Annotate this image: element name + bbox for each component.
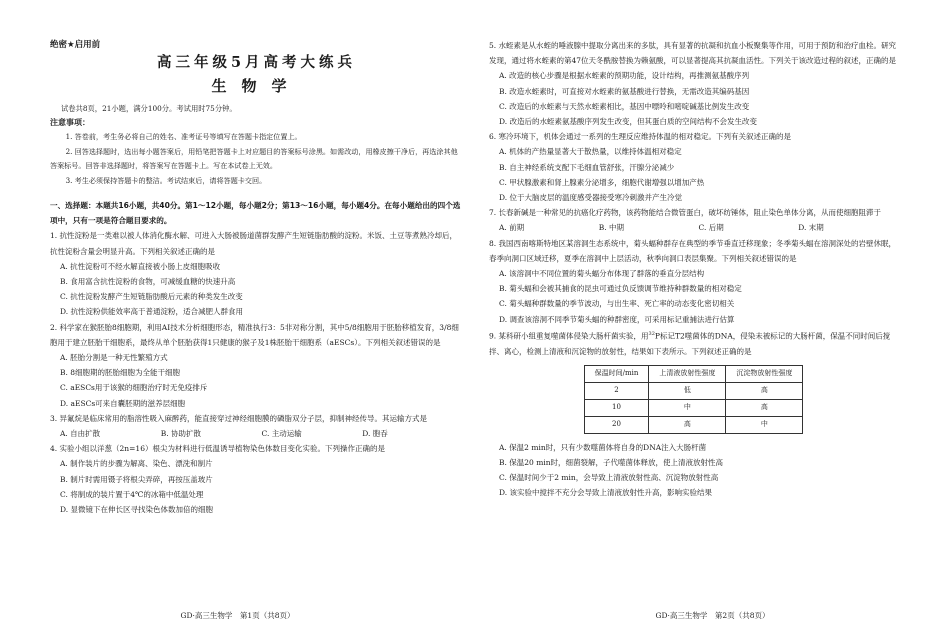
question-2-stem: 2. 科学家在猴胚胎8细胞期，利用AI技术分析细胞形态，精准执行3：5非对称分割，其中5/8细胞用于胚胎移植发育，3/8细胞用于建立胚胎干细胞系，最终从单个胚胎获得1只健康的猴子及1株胚胎干细胞系（aESCs）。下列相关叙述错误的是: [50, 322, 459, 347]
question-8-option-c: C. 菊头蝠种群数量的季节波动，与出生率、死亡率的动态变化密切相关: [499, 299, 735, 309]
table-cell: 2: [584, 382, 649, 399]
question-3-option-b: B. 协助扩散: [160, 429, 202, 439]
table-cell: 高: [726, 382, 803, 399]
table-row: [584, 399, 803, 416]
question-5-stem: 5. 水蛭素是从水蛭的唾液腺中提取分离出来的多肽，具有显著的抗凝和抗血小板聚集等作用，可用于预防和治疗血栓。研究发现，通过将水蛭素的第47位天冬酰胺替换为赖氨酸，可以显著提高其抗凝血活性。下列关于该改造过程的叙述，正确的是: [489, 41, 897, 66]
table-cell: 中: [726, 416, 803, 433]
question-9-stem-part-a: 9. 某科研小组重复噬菌体侵染大肠杆菌实验，用: [489, 331, 649, 341]
radioactivity-table: [584, 365, 804, 434]
question-3-stem: 3. 异氟烷是临床常用的脂溶性吸入麻醉药，能直接穿过神经细胞膜的磷脂双分子层，抑制神经传导。其运输方式是: [50, 413, 428, 423]
question-9-option-b: B. 保温20 min时，细菌裂解，子代噬菌体释放，使上清液放射性高: [499, 457, 724, 467]
notice-2: 2. 回答选择题时，选出每小题答案后，用铅笔把答题卡上对应题目的答案标号涂黑。如需改动，用橡皮擦干净后，再选涂其他答案标号。回答非选择题时，将答案写在答题卡上。写在本试卷上无效。: [50, 146, 458, 171]
question-4: [50, 441, 463, 517]
question-9-stem-superscript: 32: [648, 330, 655, 337]
table-header-cell: 保温时间/min: [584, 365, 649, 382]
notice-3: 3. 考生必须保持答题卡的整洁。考试结束后，请将答题卡交回。: [65, 175, 267, 185]
question-4-option-c: C. 将制成的装片置于4℃的冰箱中低温处理: [60, 489, 204, 499]
question-6-option-b: B. 自主神经系统支配下毛细血管舒张，汗腺分泌减少: [499, 162, 675, 172]
table-row: [584, 382, 803, 399]
question-7-option-a: A. 前期: [499, 223, 525, 233]
question-6-option-a: A. 机体的产热量显著大于散热量，以维持体温相对稳定: [499, 147, 682, 157]
table-cell: 低: [649, 382, 726, 399]
table-cell: 高: [726, 399, 803, 416]
question-2-option-b: B. 8细胞期的胚胎细胞为全能干细胞: [60, 368, 181, 378]
question-7-stem: 7. 长春新碱是一种常见的抗癌化疗药物，该药物能结合微管蛋白，破坏纺锤体，阻止染色单体分离，从而使细胞阻滞于: [489, 208, 882, 218]
question-3-option-a: A. 自由扩散: [60, 429, 101, 439]
table-cell: 高: [649, 416, 726, 433]
question-3-option-c: C. 主动运输: [261, 429, 302, 439]
table-header-row: [584, 365, 803, 382]
question-5: [489, 38, 898, 129]
question-8-option-d: D. 调查该溶洞不同季节菊头蝠的种群密度，可采用标记重捕法进行估算: [499, 314, 735, 324]
question-5-option-b: B. 改造水蛭素时，可直接对水蛭素的氨基酸进行替换，无需改造其编码基因: [499, 86, 750, 96]
table-cell: 20: [584, 416, 649, 433]
confidential-stamp: 绝密★启用前: [50, 40, 101, 50]
section-heading: 一、选择题：本题共16小题，共40分。第1～12小题，每小题2分；第13～16小题，每小题4分。在每小题给出的四个选项中，只有一项是符合题目要求的。: [50, 201, 461, 226]
table-header-cell: 上清液放射性强度: [649, 365, 726, 382]
question-2-option-d: D. aESCs可来自囊胚期的滋养层细胞: [60, 398, 186, 408]
question-3-options: [50, 426, 463, 441]
question-7-option-d: D. 末期: [798, 223, 824, 233]
question-3: [50, 411, 463, 441]
question-7-option-c: C. 后期: [698, 223, 724, 233]
question-6-option-d: D. 位于大脑皮层的温度感受器接受寒冷刺激并产生冷觉: [499, 193, 683, 203]
question-8-option-b: B. 菊头蝠和会被其捕食的昆虫可通过负反馈调节维持种群数量的相对稳定: [499, 284, 742, 294]
question-6-stem: 6. 寒冷环境下，机体会通过一系列的生理反应维持体温的相对稳定。下列有关叙述正确的是: [489, 132, 792, 142]
question-8: [489, 236, 898, 327]
question-7-options: [489, 220, 898, 235]
question-4-option-a: A. 制作装片的步骤为解离、染色、漂洗和制片: [60, 459, 213, 469]
table-cell: 中: [649, 399, 726, 416]
question-9-option-c: C. 保温时间少于2 min，会导致上清液放射性高、沉淀物放射性高: [499, 473, 719, 483]
notice-1: 1. 答卷前，考生务必将自己的姓名、准考证号等填写在答题卡指定位置上。: [65, 132, 302, 141]
question-8-option-a: A. 该溶洞中不同位置的菊头蝠分布体现了群落的垂直分层结构: [499, 269, 705, 279]
question-4-option-d: D. 显微镜下在伸长区寻找染色体数加倍的细胞: [60, 505, 214, 515]
table-header-cell: 沉淀物放射性强度: [726, 365, 803, 382]
table-cell: 10: [584, 399, 649, 416]
question-9-stem: [489, 327, 898, 359]
question-4-stem: 4. 实验小组以洋葱（2n=16）根尖为材料进行低温诱导植物染色体数目变化实验。下列操作正确的是: [50, 444, 385, 454]
question-1-option-c: C. 抗性淀粉发酵产生短链脂肪酸后元素的种类发生改变: [60, 292, 243, 302]
question-1-option-d: D. 抗性淀粉供能效率高于普通淀粉，适合减肥人群食用: [60, 307, 244, 317]
question-1-option-a: A. 抗性淀粉可不经水解直接被小肠上皮细胞吸收: [60, 261, 221, 271]
question-8-stem: 8. 我国西南喀斯特地区某溶洞生态系统中，菊头蝠种群存在典型的季节垂直迁移现象；冬季菊头蝠在溶洞深处的岩壁休眠，春季向洞口区域迁移，夏季在溶洞中上层活动，秋季向洞口表层集聚。下列相关叙述错误的是: [489, 238, 897, 263]
question-5-option-c: C. 改造后的水蛭素与天然水蛭素相比，基因中嘌呤和嘧啶碱基比例发生改变: [499, 101, 750, 111]
question-1-option-b: B. 食用富含抗性淀粉的食物，可减缓血糖的快速升高: [60, 276, 236, 286]
subject-title: 生物学: [211, 77, 302, 95]
question-6: [489, 129, 898, 205]
page-footer-right: GD·高三生物学 第2页（共8页）: [655, 611, 770, 620]
question-2-option-c: C. aESCs用于该猴的细胞治疗时无免疫排斥: [60, 383, 208, 393]
right-page: [475, 0, 950, 631]
question-5-option-d: D. 改造后的水蛭素氨基酸序列发生改变，但其蛋白质的空间结构不会发生改变: [499, 117, 758, 127]
question-7-option-b: B. 中期: [598, 223, 625, 233]
question-9-option-d: D. 该实验中搅拌不充分会导致上清液放射性升高，影响实验结果: [499, 488, 713, 498]
question-7: [489, 205, 898, 235]
question-1: [50, 228, 463, 319]
question-9-stem-part-b: P标记T2噬菌体的DNA，侵染未被标记的大肠杆菌，保温不同时间后搅拌、离心，检测上清液和沉淀物的放射性，结果如下表所示。下列叙述正确的是: [489, 331, 891, 356]
question-9: [489, 327, 898, 501]
exam-title: 高三年级5月高考大练兵: [156, 54, 357, 71]
question-9-option-a: A. 保温2 min时，只有少数噬菌体将自身的DNA注入大肠杆菌: [499, 442, 707, 452]
question-4-option-b: B. 制片时需用镊子将根尖弄碎，再按压盖玻片: [60, 474, 213, 484]
question-1-stem: 1. 抗性淀粉是一类难以被人体消化酶水解、可进入大肠被肠道菌群发酵产生短链脂肪酸的淀粉。米饭、土豆等煮熟冷却后，抗性淀粉含量会明显升高。下列相关叙述正确的是: [50, 231, 458, 256]
table-row: [584, 416, 803, 433]
question-5-option-a: A. 改造的核心步骤是根据水蛭素的预期功能，设计结构，再推测氨基酸序列: [499, 71, 750, 81]
page-footer-left: GD·高三生物学 第1页（共8页）: [180, 611, 295, 620]
question-2-option-a: A. 胚胎分割是一种无性繁殖方式: [60, 353, 168, 362]
question-2: [50, 320, 463, 411]
question-3-option-d: D. 胞吞: [362, 429, 388, 439]
exam-info: 试卷共8页，21小题，满分100分。考试用时75分钟。: [60, 104, 237, 113]
question-6-option-c: C. 甲状腺激素和肾上腺素分泌增多，细胞代谢增强以增加产热: [499, 177, 705, 187]
notice-heading: 注意事项：: [50, 118, 90, 127]
